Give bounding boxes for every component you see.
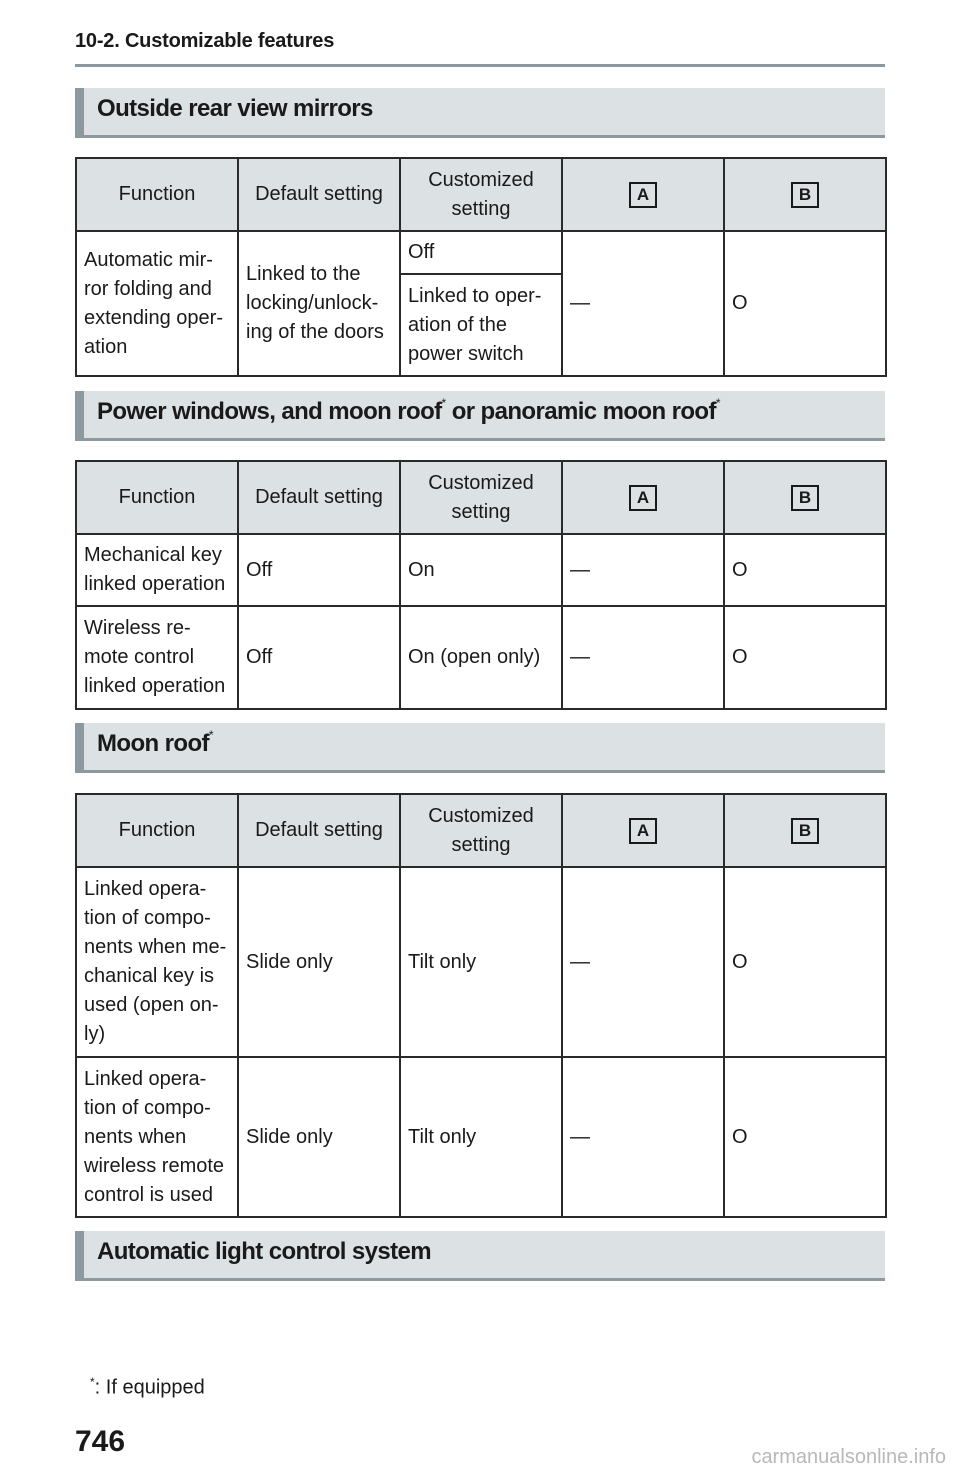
footnote-mark: * bbox=[715, 396, 720, 410]
customized-cell: On bbox=[400, 534, 562, 606]
b-box: B bbox=[791, 485, 819, 511]
col-a bbox=[562, 158, 724, 231]
col-function: Function bbox=[76, 794, 238, 867]
section-header: 10-2. Customizable features bbox=[75, 30, 335, 52]
col-b bbox=[724, 158, 886, 231]
a-cell: — bbox=[562, 606, 724, 709]
a-cell: — bbox=[562, 1057, 724, 1217]
customized-cell: On (open only) bbox=[400, 606, 562, 709]
function-cell: Wireless re-mote control linked operation bbox=[76, 606, 238, 709]
footnote-mark: * bbox=[441, 396, 446, 410]
a-cell: — bbox=[562, 867, 724, 1057]
section-title-text: Moon roof bbox=[97, 730, 209, 757]
col-default-setting: Default setting bbox=[238, 461, 400, 534]
default-cell: Slide only bbox=[238, 867, 400, 1057]
table-row bbox=[76, 606, 886, 709]
footnote bbox=[90, 1375, 205, 1400]
col-b bbox=[724, 794, 886, 867]
col-default-setting: Default setting bbox=[238, 794, 400, 867]
power-windows-table bbox=[75, 460, 887, 710]
section-title-suffix: or panoramic moon roof bbox=[445, 398, 716, 425]
default-cell: Slide only bbox=[238, 1057, 400, 1217]
function-cell: Automatic mir-ror folding and extending oper-ation bbox=[76, 231, 238, 376]
default-cell: Off bbox=[238, 534, 400, 606]
outside-mirrors-table bbox=[75, 157, 887, 377]
col-customized-setting: Customized setting bbox=[400, 461, 562, 534]
b-cell: O bbox=[724, 867, 886, 1057]
b-box: B bbox=[791, 182, 819, 208]
default-cell: Off bbox=[238, 606, 400, 709]
col-b bbox=[724, 461, 886, 534]
col-function: Function bbox=[76, 461, 238, 534]
a-cell: — bbox=[562, 231, 724, 376]
table-row bbox=[76, 231, 886, 274]
a-cell: — bbox=[562, 534, 724, 606]
b-box: B bbox=[791, 818, 819, 844]
page-number: 746 bbox=[75, 1425, 126, 1458]
section-title-power-windows bbox=[75, 391, 885, 441]
function-cell: Linked opera-tion of compo-nents when wireless remote control is used bbox=[76, 1057, 238, 1217]
col-default-setting: Default setting bbox=[238, 158, 400, 231]
b-cell: O bbox=[724, 606, 886, 709]
a-box: A bbox=[629, 818, 657, 844]
table-row bbox=[76, 867, 886, 1057]
section-title-text: Outside rear view mirrors bbox=[97, 95, 373, 122]
b-cell: O bbox=[724, 534, 886, 606]
a-box: A bbox=[629, 485, 657, 511]
table-header-row bbox=[76, 794, 886, 867]
b-cell: O bbox=[724, 231, 886, 376]
col-function: Function bbox=[76, 158, 238, 231]
footnote-text: : If equipped bbox=[94, 1376, 205, 1399]
col-customized-setting: Customized setting bbox=[400, 158, 562, 231]
section-title-text: Power windows, and moon roof bbox=[97, 398, 442, 425]
customized-cell: Off bbox=[400, 231, 562, 274]
b-cell: O bbox=[724, 1057, 886, 1217]
section-title-text: Automatic light control system bbox=[97, 1238, 432, 1265]
function-cell: Linked opera-tion of compo-nents when me-chanical key is used (open on-ly) bbox=[76, 867, 238, 1057]
section-title-moon-roof bbox=[75, 723, 885, 773]
col-a bbox=[562, 794, 724, 867]
default-cell: Linked to the locking/unlock-ing of the doors bbox=[238, 231, 400, 376]
table-header-row bbox=[76, 461, 886, 534]
moon-roof-table bbox=[75, 793, 887, 1218]
section-title-outside-mirrors bbox=[75, 88, 885, 138]
header-rule bbox=[75, 64, 885, 67]
customized-cell: Linked to oper-ation of the power switch bbox=[400, 274, 562, 376]
table-row bbox=[76, 1057, 886, 1217]
section-title-automatic-light bbox=[75, 1231, 885, 1281]
footnote-mark: * bbox=[208, 728, 213, 742]
col-customized-setting: Customized setting bbox=[400, 794, 562, 867]
table-row bbox=[76, 534, 886, 606]
a-box: A bbox=[629, 182, 657, 208]
customized-cell: Tilt only bbox=[400, 867, 562, 1057]
table-header-row bbox=[76, 158, 886, 231]
customized-cell: Tilt only bbox=[400, 1057, 562, 1217]
watermark: carmanualsonline.info bbox=[751, 1446, 946, 1468]
col-a bbox=[562, 461, 724, 534]
footnote-mark: * bbox=[90, 1375, 95, 1389]
function-cell: Mechanical key linked operation bbox=[76, 534, 238, 606]
